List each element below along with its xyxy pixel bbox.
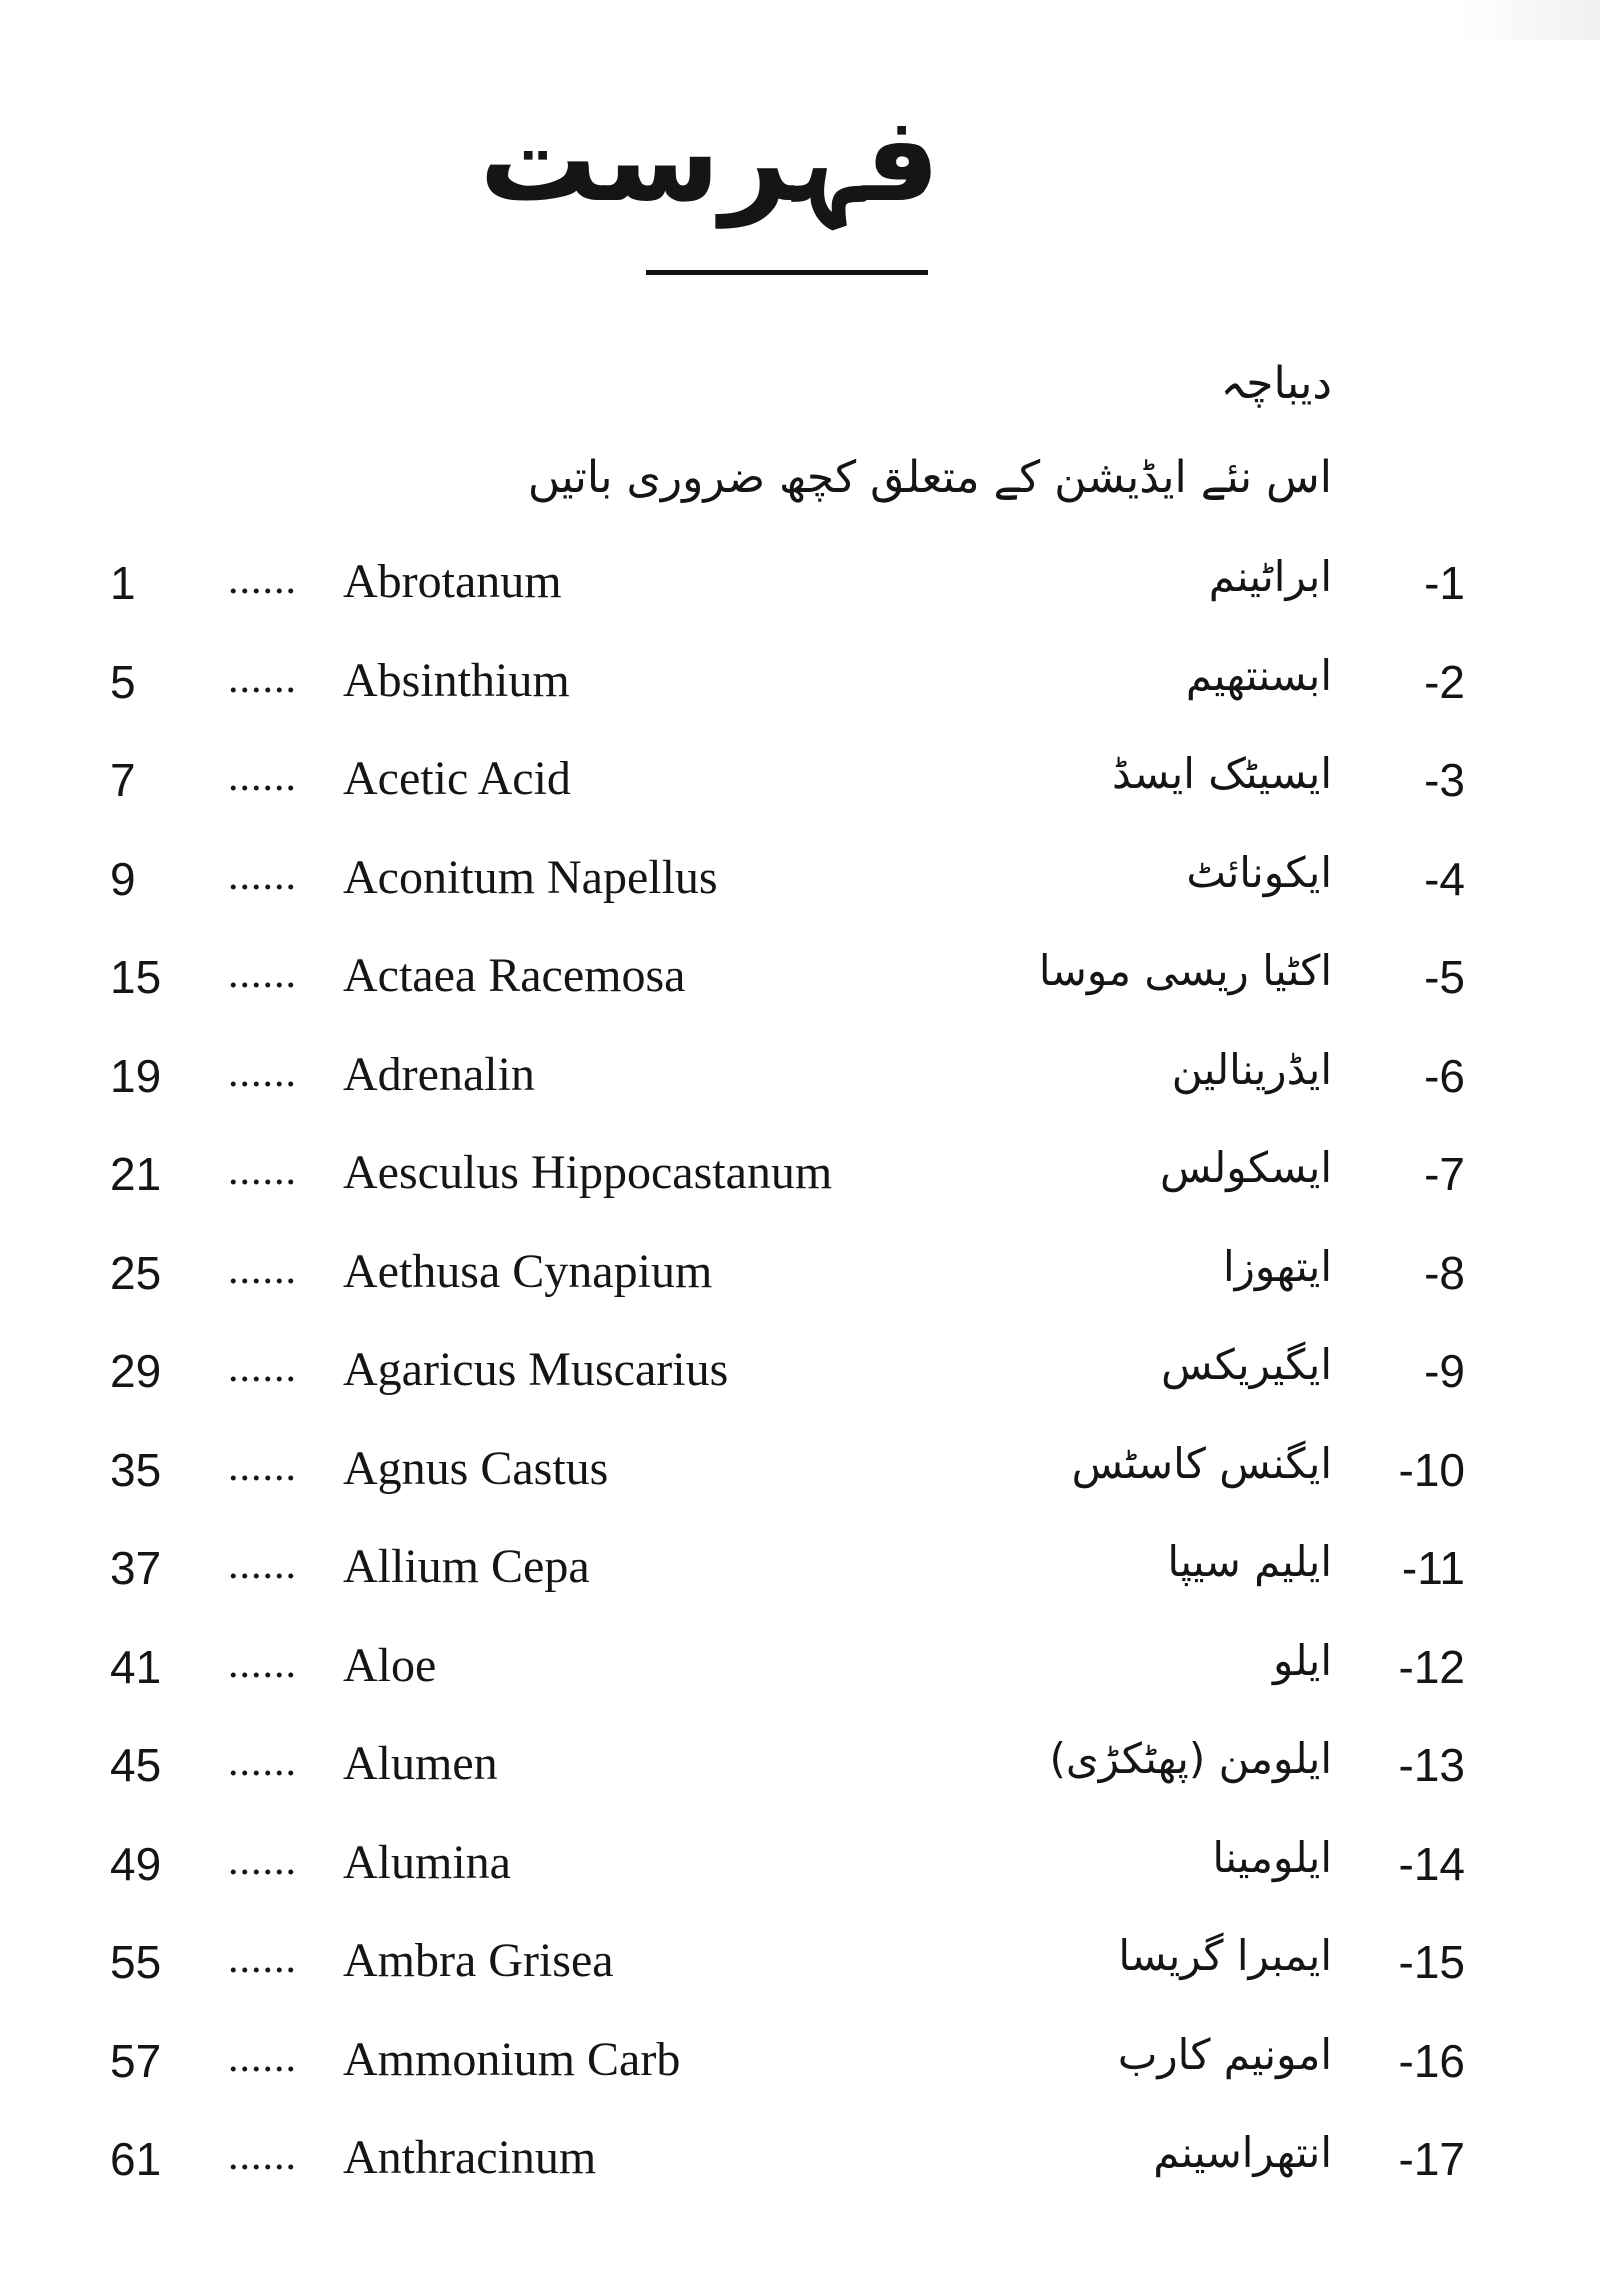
toc-entry (0, 1533, 1600, 1632)
toc-page-number: 57 (110, 2034, 162, 2087)
toc-page-number: 49 (110, 1837, 162, 1890)
toc-remedy-name-english: Acetic Acid (343, 752, 571, 805)
toc-dot-leader: ...... (228, 2133, 297, 2179)
toc-entry-index: -16 (1398, 2034, 1465, 2087)
toc-dot-leader: ...... (228, 1640, 297, 1687)
toc-entry-index: -13 (1398, 1739, 1465, 1791)
toc-entry (0, 2124, 1600, 2223)
toc-remedy-name-urdu: ایلیم سیپا (1167, 1537, 1332, 1586)
toc-entry-index: -4 (1424, 852, 1465, 905)
toc-entry-index: -2 (1424, 655, 1465, 708)
toc-dot-leader: ...... (228, 1837, 297, 1884)
toc-dot-leader: ...... (228, 1542, 297, 1588)
page-corner-shadow (1460, 0, 1600, 40)
toc-page-number: 29 (110, 1345, 162, 1397)
toc-remedy-name-urdu: ایگیریکس (1161, 1340, 1332, 1389)
toc-page-number: 7 (110, 754, 136, 806)
toc-entry (0, 1238, 1600, 1337)
toc-remedy-name-urdu: ایگنس کاسٹس (1071, 1438, 1332, 1488)
toc-entry-index: -1 (1424, 557, 1465, 609)
toc-entry-index: -14 (1398, 1837, 1465, 1890)
toc-remedy-name-english: Alumen (343, 1737, 498, 1790)
toc-entry-index: -3 (1424, 754, 1465, 806)
toc-page-number: 45 (110, 1739, 162, 1791)
toc-entry (0, 745, 1600, 844)
toc-remedy-name-english: Agaricus Muscarius (343, 1343, 729, 1396)
toc-remedy-name-urdu: اکٹیا ریسی موسا (1038, 946, 1332, 995)
toc-entry (0, 1041, 1600, 1140)
toc-remedy-name-urdu: ایلومن (پھٹکڑی) (1049, 1734, 1332, 1783)
toc-entry (0, 1829, 1600, 1928)
toc-page-number: 41 (110, 1640, 162, 1693)
toc-remedy-name-english: Actaea Racemosa (343, 949, 686, 1002)
toc-entry-index: -6 (1424, 1049, 1465, 1102)
toc-entry (0, 1336, 1600, 1435)
toc-remedy-name-urdu: امونیم کارب (1117, 2029, 1332, 2079)
toc-dot-leader: ...... (228, 1739, 297, 1785)
toc-entry-index: -11 (1401, 1542, 1465, 1594)
preface-line-edition-notes: اس نئے ایڈیشن کے متعلق کچھ ضروری باتیں (527, 452, 1332, 503)
page-title: فہرست (479, 90, 940, 228)
toc-entry-index: -12 (1398, 1640, 1465, 1693)
toc-remedy-name-english: Aloe (343, 1638, 437, 1692)
toc-remedy-name-urdu: ایسکولس (1159, 1143, 1332, 1192)
toc-page-number: 61 (110, 2133, 162, 2185)
toc-entry (0, 942, 1600, 1041)
toc-remedy-name-urdu: ایڈرینالین (1171, 1044, 1332, 1094)
toc-entry-index: -8 (1424, 1246, 1465, 1299)
toc-page-number: 21 (110, 1148, 162, 1200)
toc-page-number: 1 (110, 557, 136, 609)
toc-entry-index: -17 (1398, 2133, 1465, 2185)
toc-page-number: 15 (110, 951, 162, 1003)
toc-dot-leader: ...... (228, 2034, 297, 2081)
toc-remedy-name-urdu: ایمبرا گریسا (1118, 1931, 1332, 1980)
toc-entry (0, 1139, 1600, 1238)
toc-remedy-name-english: Abrotanum (343, 555, 562, 608)
toc-entry (0, 2026, 1600, 2125)
title-underline (646, 270, 928, 275)
toc-remedy-name-english: Alumina (343, 1835, 511, 1889)
toc-page-number: 9 (110, 852, 136, 905)
toc-page-number: 35 (110, 1443, 162, 1496)
toc-dot-leader: ...... (228, 557, 297, 603)
toc-entry (0, 647, 1600, 746)
toc-entry (0, 1435, 1600, 1534)
toc-dot-leader: ...... (228, 655, 297, 702)
toc-dot-leader: ...... (228, 1345, 297, 1391)
toc-remedy-name-english: Adrenalin (343, 1047, 535, 1101)
toc-entry (0, 1927, 1600, 2026)
toc-remedy-name-english: Aconitum Napellus (343, 850, 718, 904)
toc-remedy-name-urdu: ایسیٹک ایسڈ (1112, 749, 1332, 798)
toc-entry-index: -5 (1424, 951, 1465, 1003)
toc-remedy-name-english: Anthracinum (343, 2131, 597, 2184)
toc-remedy-name-urdu: انتھراسینم (1153, 2128, 1332, 2177)
toc-remedy-name-urdu: ابسنتھیم (1185, 650, 1332, 700)
toc-dot-leader: ...... (228, 1246, 297, 1293)
toc-entry-index: -9 (1424, 1345, 1465, 1397)
toc-dot-leader: ...... (228, 1443, 297, 1490)
toc-remedy-name-english: Ammonium Carb (343, 2032, 681, 2086)
toc-remedy-name-urdu: ایکونائٹ (1186, 847, 1332, 897)
toc-remedy-name-english: Aesculus Hippocastanum (343, 1146, 833, 1199)
toc-page-number: 19 (110, 1049, 162, 1102)
toc-entry (0, 1730, 1600, 1829)
toc-list (0, 548, 1600, 2223)
toc-page-number: 5 (110, 655, 136, 708)
toc-dot-leader: ...... (228, 951, 297, 997)
toc-remedy-name-urdu: ایلومینا (1212, 1832, 1332, 1882)
toc-entry-index: -7 (1424, 1148, 1465, 1200)
toc-dot-leader: ...... (228, 1148, 297, 1194)
toc-remedy-name-urdu: ایلو (1273, 1635, 1332, 1685)
preface-line-foreword: دیباچہ (1220, 358, 1332, 409)
toc-dot-leader: ...... (228, 1049, 297, 1096)
toc-remedy-name-english: Agnus Castus (343, 1441, 609, 1495)
toc-entry-index: -15 (1398, 1936, 1465, 1988)
toc-page-number: 55 (110, 1936, 162, 1988)
toc-remedy-name-english: Ambra Grisea (343, 1934, 614, 1987)
toc-remedy-name-english: Aethusa Cynapium (343, 1244, 713, 1298)
toc-page-number: 25 (110, 1246, 162, 1299)
toc-remedy-name-urdu: ابراٹینم (1208, 552, 1332, 601)
toc-entry (0, 1632, 1600, 1731)
toc-entry (0, 844, 1600, 943)
toc-dot-leader: ...... (228, 754, 297, 800)
toc-entry-index: -10 (1398, 1443, 1465, 1496)
toc-remedy-name-english: Absinthium (343, 653, 570, 707)
toc-entry (0, 548, 1600, 647)
toc-dot-leader: ...... (228, 1936, 297, 1982)
toc-dot-leader: ...... (228, 852, 297, 899)
toc-page-number: 37 (110, 1542, 162, 1594)
toc-remedy-name-urdu: ایتھوزا (1222, 1241, 1332, 1291)
toc-remedy-name-english: Allium Cepa (343, 1540, 590, 1593)
